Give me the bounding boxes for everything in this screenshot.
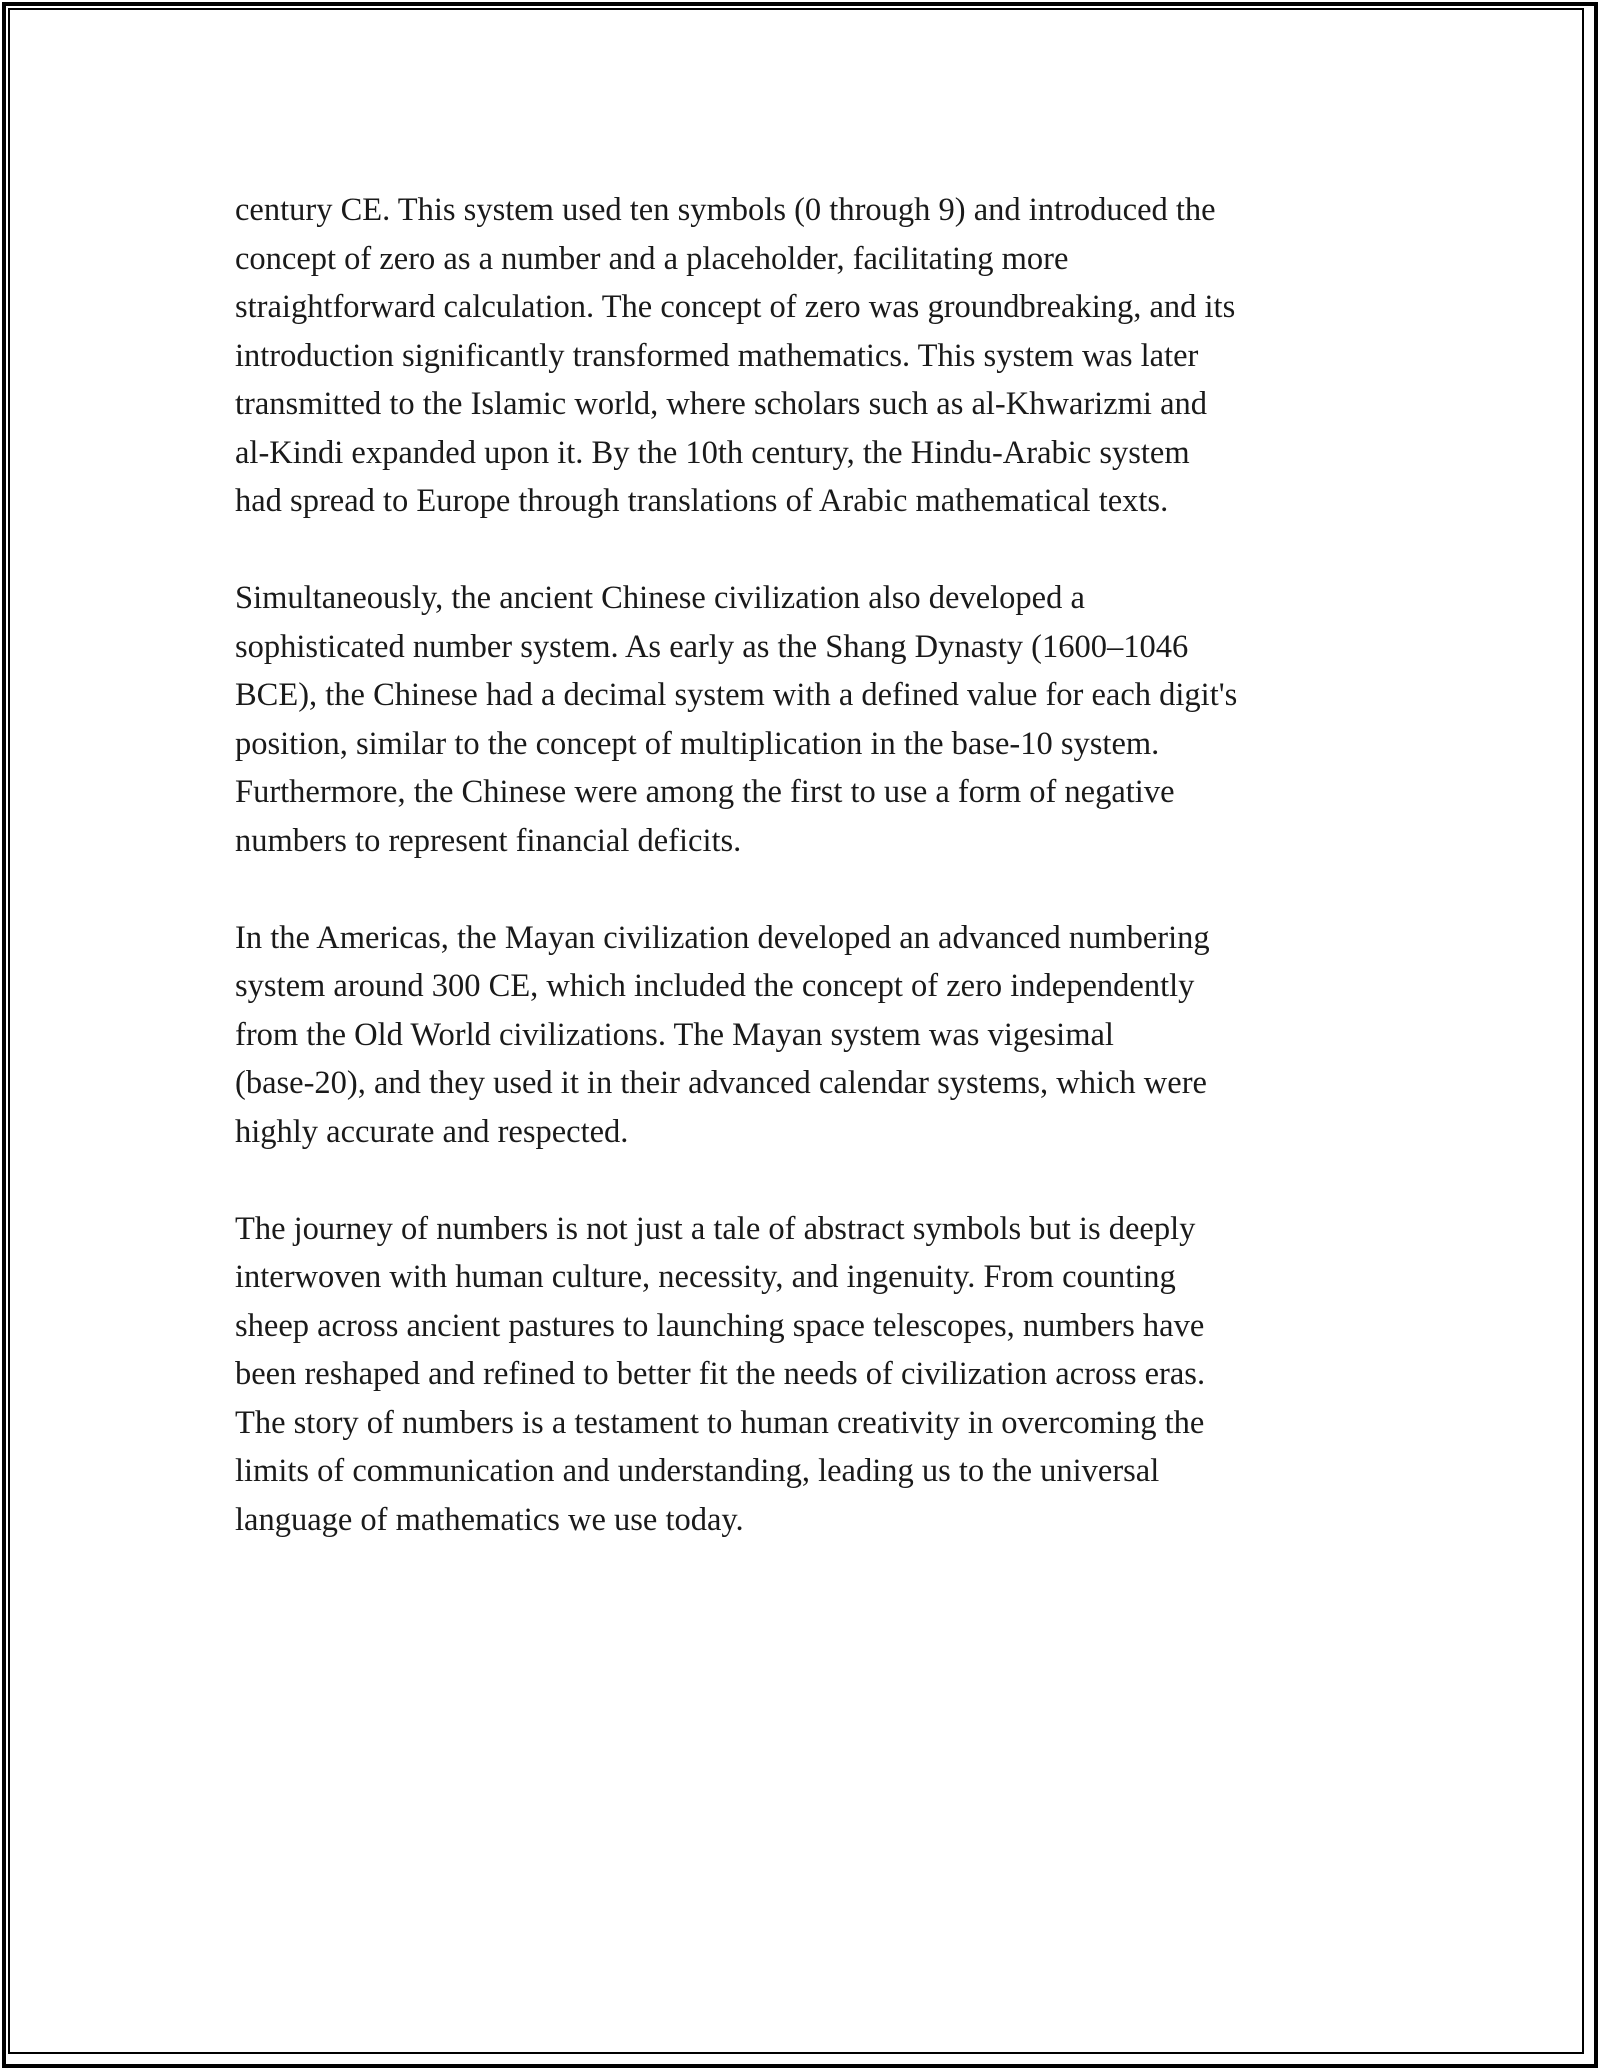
paragraph-hindu-arabic (235, 186, 1385, 526)
paragraph-mayan (235, 914, 1385, 1157)
paragraph-chinese (235, 574, 1385, 865)
text-line: Furthermore, the Chinese were among the first to use a form of negative (235, 774, 1175, 810)
text-line: numbers to represent financial deficits. (235, 822, 742, 859)
text-line: al-Kindi expanded upon it. By the 10th century, the Hindu-Arabic system (235, 434, 1190, 471)
text-line: sheep across ancient pastures to launching space telescopes, numbers have (235, 1307, 1205, 1344)
text-line: introduction significantly transformed mathematics. This system was later (235, 337, 1199, 374)
text-line: sophisticated number system. As early as the Shang Dynasty (1600–1046 (235, 628, 1189, 665)
text-line: system around 300 CE, which included the concept of zero independently (235, 968, 1195, 1004)
text-line: limits of communication and understanding, leading us to the universal (235, 1453, 1160, 1489)
document-body (235, 186, 1385, 1593)
text-line: The journey of numbers is not just a tale of abstract symbols but is deeply (235, 1210, 1196, 1247)
text-line: straightforward calculation. The concept of zero was groundbreaking, and its (235, 289, 1236, 325)
text-line: century CE. This system used ten symbols (0 through 9) and introduced the (235, 192, 1216, 228)
text-line: from the Old World civilizations. The Mayan system was vigesimal (235, 1016, 1114, 1053)
text-line: Simultaneously, the ancient Chinese civilization also developed a (235, 580, 1085, 616)
paragraph-conclusion (235, 1205, 1385, 1545)
text-line: The story of numbers is a testament to human creativity in overcoming the (235, 1404, 1205, 1441)
text-line: In the Americas, the Mayan civilization developed an advanced numbering (235, 919, 1210, 956)
text-line: (base-20), and they used it in their advanced calendar systems, which were (235, 1065, 1207, 1101)
text-line: transmitted to the Islamic world, where scholars such as al-Khwarizmi and (235, 386, 1208, 422)
text-line: position, similar to the concept of multiplication in the base-10 system. (235, 725, 1160, 762)
text-line: been reshaped and refined to better fit the needs of civilization across eras. (235, 1356, 1206, 1392)
text-line: highly accurate and respected. (235, 1113, 629, 1150)
text-line: language of mathematics we use today. (235, 1501, 744, 1538)
text-line: concept of zero as a number and a placeholder, facilitating more (235, 240, 1069, 277)
text-line: had spread to Europe through translations of Arabic mathematical texts. (235, 483, 1169, 519)
text-line: BCE), the Chinese had a decimal system with a defined value for each digit's (235, 677, 1238, 713)
text-line: interwoven with human culture, necessity, and ingenuity. From counting (235, 1259, 1176, 1295)
